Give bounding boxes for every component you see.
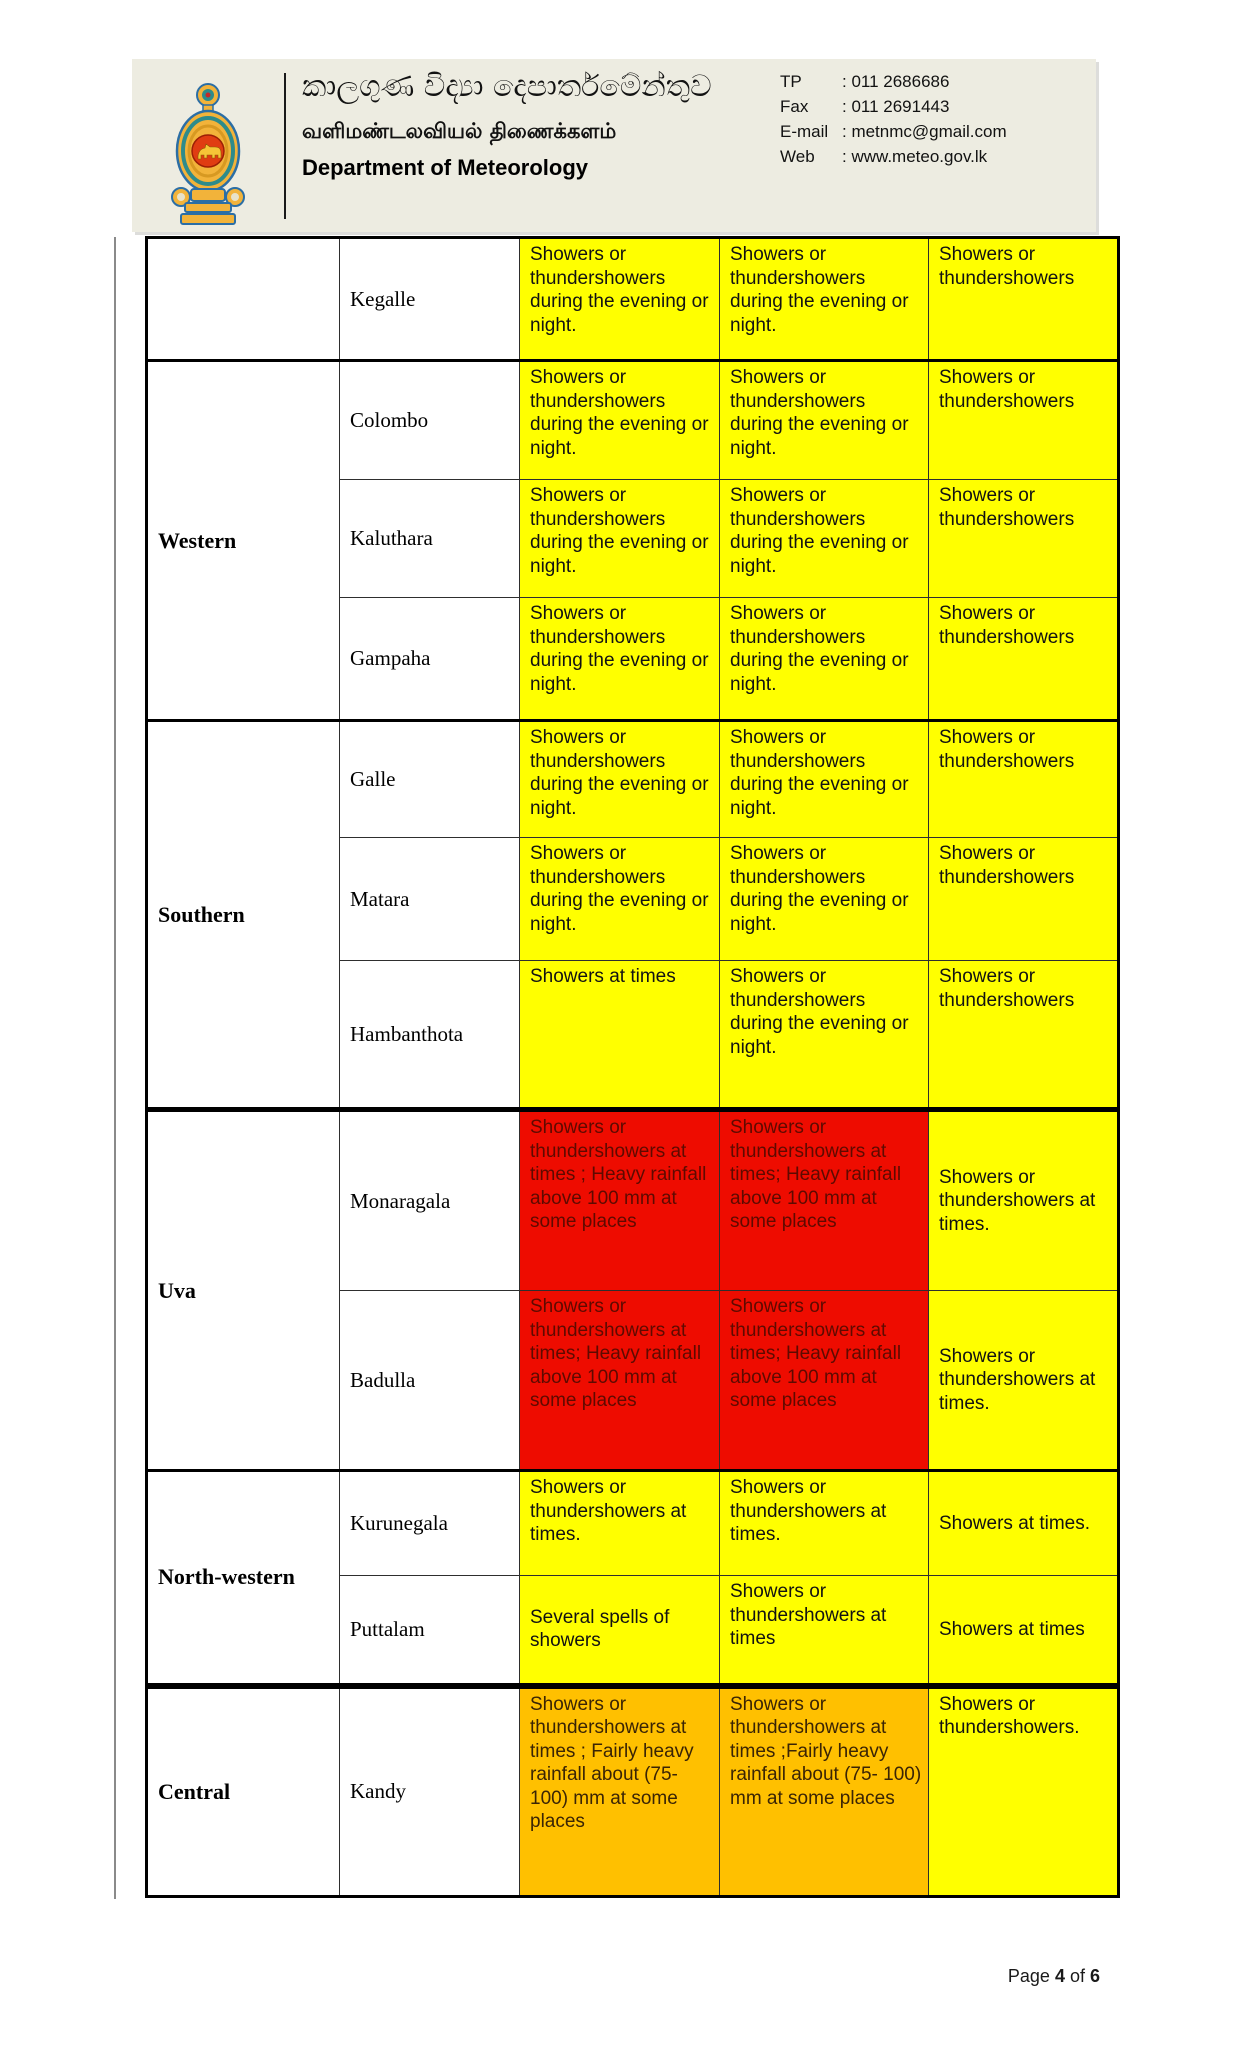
forecast-cell: Showers at times. (929, 1471, 1119, 1576)
table-row (147, 1110, 1119, 1291)
district-cell: Kandy (340, 1686, 520, 1897)
forecast-cell: Showers or thundershowers at times. (929, 1110, 1119, 1291)
page-total: 6 (1089, 1966, 1100, 1986)
forecast-cell: Showers or thundershowers at times; Heavy rainfall above 100 mm at some places (720, 1291, 929, 1471)
contact-phone (780, 69, 1007, 94)
forecast-cell: Showers or thundershowers at times. (929, 1291, 1119, 1471)
district-cell: Puttalam (340, 1576, 520, 1686)
district-cell: Monaragala (340, 1110, 520, 1291)
table-row (147, 361, 1119, 480)
forecast-cell: Showers or thundershowers at times. (720, 1471, 929, 1576)
forecast-cell: Several spells of showers (520, 1576, 720, 1686)
page-number: 4 (1054, 1966, 1065, 1986)
district-cell: Galle (340, 721, 520, 838)
header-divider (284, 73, 286, 219)
table-row (147, 721, 1119, 838)
of-word: of (1064, 1966, 1090, 1986)
province-cell (147, 238, 340, 361)
district-cell: Badulla (340, 1291, 520, 1471)
page-word: Page (1007, 1966, 1055, 1986)
table-row (147, 238, 1119, 361)
contact-fax (780, 94, 1007, 119)
table-row (147, 1686, 1119, 1897)
province-cell: Western (147, 361, 340, 721)
web-label: Web (780, 147, 815, 166)
sri-lanka-emblem-logo (168, 81, 248, 229)
email-value: : metnmc@gmail.com (842, 122, 1007, 141)
forecast-cell: Showers or thundershowers (929, 238, 1119, 361)
forecast-table-wrap (145, 236, 1120, 1898)
forecast-cell: Showers or thundershowers (929, 480, 1119, 598)
forecast-cell: Showers or thundershowers. (929, 1686, 1119, 1897)
forecast-cell: Showers or thundershowers during the evening or night. (720, 961, 929, 1110)
table-left-border-line (114, 237, 116, 1899)
fax-value: : 011 2691443 (842, 97, 950, 116)
forecast-cell: Showers or thundershowers during the evening or night. (520, 721, 720, 838)
forecast-cell: Showers or thundershowers during the evening or night. (720, 238, 929, 361)
forecast-cell: Showers at times (929, 1576, 1119, 1686)
province-cell: Central (147, 1686, 340, 1897)
province-cell: North-western (147, 1471, 340, 1686)
web-value: : www.meteo.gov.lk (842, 147, 988, 166)
forecast-cell: Showers or thundershowers during the evening or night. (520, 238, 720, 361)
phone-value: : 011 2686686 (842, 72, 950, 91)
contact-web (780, 144, 1007, 169)
forecast-cell: Showers at times (520, 961, 720, 1110)
page-footer (1008, 1966, 1100, 1987)
forecast-cell: Showers or thundershowers (929, 598, 1119, 721)
fax-label: Fax (780, 97, 809, 116)
district-cell: Kaluthara (340, 480, 520, 598)
forecast-cell: Showers or thundershowers (929, 838, 1119, 961)
district-cell: Matara (340, 838, 520, 961)
forecast-cell: Showers or thundershowers during the evening or night. (520, 480, 720, 598)
district-cell: Colombo (340, 361, 520, 480)
letterhead (132, 59, 1096, 232)
forecast-cell: Showers or thundershowers at times; Heavy rainfall above 100 mm at some places (720, 1110, 929, 1291)
department-title-tamil: வளிமண்டலவியல் திணைக்களம் (302, 119, 617, 143)
forecast-cell: Showers or thundershowers during the evening or night. (720, 480, 929, 598)
forecast-table (145, 236, 1120, 1898)
forecast-table-body (147, 238, 1119, 1897)
forecast-cell: Showers or thundershowers during the evening or night. (720, 598, 929, 721)
district-cell: Hambanthota (340, 961, 520, 1110)
department-title-sinhala: කාලගුණ විද්‍යා දෙපාර්තමේන්තුව (302, 69, 712, 104)
forecast-cell: Showers or thundershowers at times ; Heavy rainfall above 100 mm at some places (520, 1110, 720, 1291)
forecast-cell: Showers or thundershowers during the evening or night. (720, 721, 929, 838)
forecast-cell: Showers or thundershowers during the evening or night. (720, 838, 929, 961)
forecast-cell: Showers or thundershowers during the evening or night. (520, 598, 720, 721)
forecast-cell: Showers or thundershowers during the evening or night. (520, 838, 720, 961)
forecast-cell: Showers or thundershowers at times; Heavy rainfall above 100 mm at some places (520, 1291, 720, 1471)
forecast-cell: Showers or thundershowers at times (720, 1576, 929, 1686)
forecast-cell: Showers or thundershowers (929, 721, 1119, 838)
phone-label: TP (780, 72, 802, 91)
forecast-cell: Showers or thundershowers during the evening or night. (520, 361, 720, 480)
contact-info (780, 69, 1007, 169)
forecast-cell: Showers or thundershowers at times ; Fairly heavy rainfall about (75- 100) mm at some places (520, 1686, 720, 1897)
district-cell: Gampaha (340, 598, 520, 721)
forecast-cell: Showers or thundershowers at times ;Fairly heavy rainfall about (75- 100) mm at some places (720, 1686, 929, 1897)
email-label: E-mail (780, 122, 829, 141)
department-title-english: Department of Meteorology (302, 155, 589, 180)
forecast-cell: Showers or thundershowers (929, 961, 1119, 1110)
forecast-cell: Showers or thundershowers at times. (520, 1471, 720, 1576)
district-cell: Kegalle (340, 238, 520, 361)
province-cell: Uva (147, 1110, 340, 1471)
district-cell: Kurunegala (340, 1471, 520, 1576)
province-cell: Southern (147, 721, 340, 1110)
table-row (147, 1471, 1119, 1576)
forecast-cell: Showers or thundershowers during the evening or night. (720, 361, 929, 480)
forecast-cell: Showers or thundershowers (929, 361, 1119, 480)
contact-email (780, 119, 1007, 144)
